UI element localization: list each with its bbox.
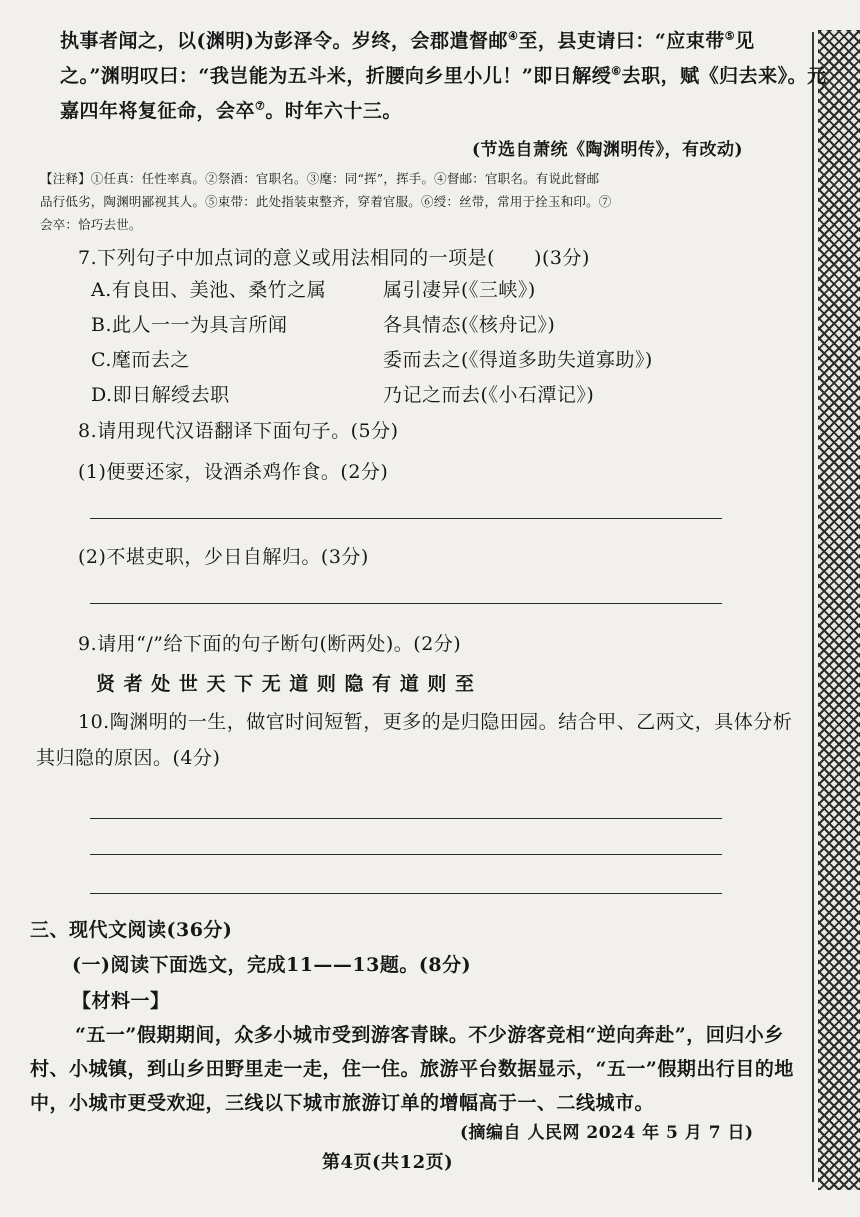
footnote-mark: ⑦ (255, 99, 266, 113)
passage-text: 见 (735, 30, 755, 52)
footnote-mark: ⑥ (611, 64, 622, 78)
q10-line-1: 10.陶渊明的一生，做官时间短暂，更多的是归隐田园。结合甲、乙两文，具体分析 (78, 711, 793, 733)
passage-text: 之。”渊明叹曰：“我岂能为五斗米，折腰向乡里小儿！”即日解绶 (60, 65, 612, 87)
q7-option-d-left: D.即日解绶去职 (91, 384, 230, 406)
passage-source: (节选自萧统《陶渊明传》，有改动) (472, 140, 744, 160)
border-edge-line (812, 32, 814, 1182)
decorative-border (818, 30, 860, 1190)
answer-line[interactable] (90, 603, 722, 604)
footnote-mark: ④ (507, 29, 519, 43)
passage-line-2 (60, 64, 827, 88)
passage-line-3 (60, 99, 402, 123)
q7-option-c-right: 委而去之(《得道多助失道寡助》) (383, 349, 653, 371)
section-3-title: 三、现代文阅读(36分) (30, 919, 233, 941)
passage-text: 嘉四年将复征命，会卒 (60, 100, 256, 122)
passage-text: 至，县吏请曰：“应束带 (518, 30, 725, 52)
q7-option-a-left: A.有良田、美池、桑竹之属 (91, 279, 327, 301)
note-line-2: 品行低劣，陶渊明鄙视其人。⑤束带：此处指装束整齐，穿着官服。⑥绶：丝带，常用于拴玉和印。⑦ (40, 194, 612, 209)
material-paragraph-line-3: 中，小城市更受欢迎，三线以下城市旅游订单的增幅高于一、二线城市。 (30, 1092, 655, 1114)
material-source: (摘编自 人民网 2024 年 5 月 7 日) (460, 1123, 754, 1143)
q7-option-d-right: 乃记之而去(《小石潭记》) (383, 384, 595, 406)
answer-line[interactable] (90, 893, 722, 894)
q9-stem: 9.请用“/”给下面的句子断句(断两处)。(2分) (78, 633, 462, 655)
q9-sentence: 贤 者 处 世 天 下 无 道 则 隐 有 道 则 至 (96, 673, 475, 695)
material-label: 【材料一】 (72, 990, 170, 1012)
note-line-3: 会卒：恰巧去世。 (40, 217, 142, 232)
note-line-1: 【注释】①任真：任性率真。②祭酒：官职名。③麾：同“挥”，挥手。④督邮：官职名。有说此督邮 (40, 171, 600, 186)
material-paragraph-line-2: 村、小城镇，到山乡田野里走一走，住一住。旅游平台数据显示，“五一”假期出行目的地 (30, 1058, 794, 1080)
passage-text: 执事者闻之，以(渊明)为彭泽令。岁终，会郡遣督邮 (60, 30, 508, 52)
passage-text: 。时年六十三。 (265, 100, 402, 122)
q7-option-a-right: 属引凄异(《三峡》) (383, 279, 536, 301)
answer-line[interactable] (90, 818, 722, 819)
passage-text: 去职，赋《归去来》。元 (621, 65, 827, 87)
q10-line-2: 其归隐的原因。(4分) (36, 747, 221, 769)
footnote-mark: ⑤ (724, 29, 736, 43)
passage-line-1 (60, 29, 755, 53)
q8-sentence-2: (2)不堪吏职，少日自解归。(3分) (78, 546, 369, 568)
answer-line[interactable] (90, 854, 722, 855)
q8-sentence-1: (1)便要还家，设酒杀鸡作食。(2分) (78, 461, 389, 483)
answer-line[interactable] (90, 518, 722, 519)
section-3-subtitle: (一)阅读下面选文，完成11——13题。(8分) (72, 954, 472, 976)
page-number: 第4页(共12页) (322, 1152, 454, 1173)
q7-option-c-left: C.麾而去之 (91, 349, 190, 371)
q7-option-b-left: B.此人一一为具言所闻 (91, 314, 288, 336)
q7-option-b-right: 各具情态(《核舟记》) (383, 314, 556, 336)
q8-stem: 8.请用现代汉语翻译下面句子。(5分) (78, 420, 399, 442)
material-paragraph-line-1: “五一”假期期间，众多小城市受到游客青睐。不少游客竞相“逆向奔赴”，回归小乡 (75, 1024, 784, 1046)
q7-stem: 7.下列句子中加点词的意义或用法相同的一项是( )(3分) (78, 247, 590, 269)
